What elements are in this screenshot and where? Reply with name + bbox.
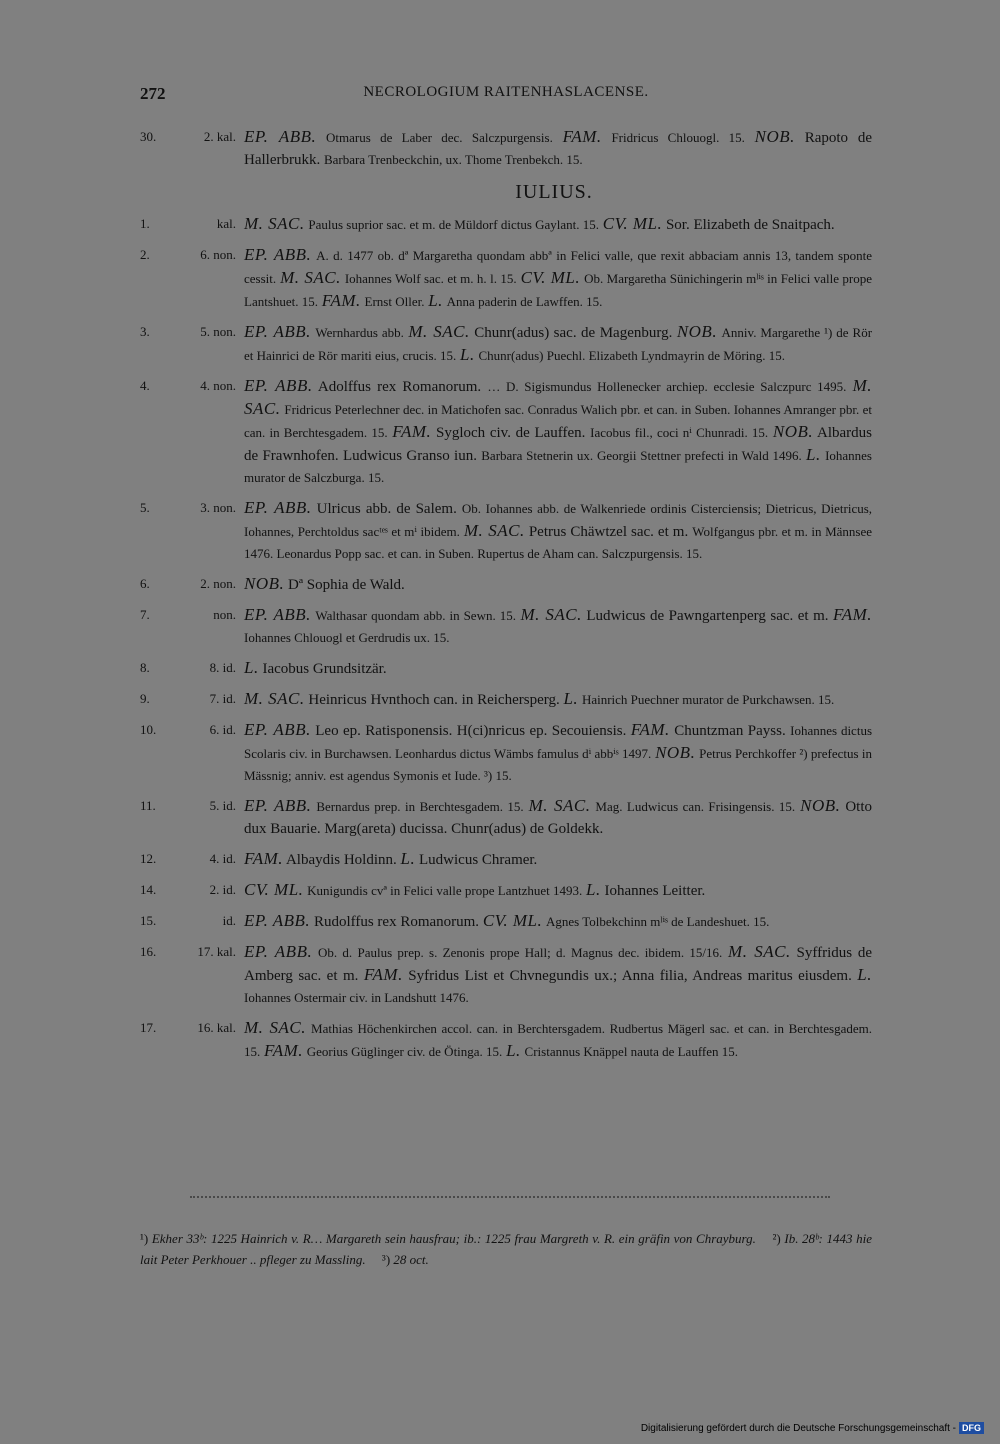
entry-detail: Fridricus Peterlechner dec. in Matichofen sac. Conradus Walich pbr. et can. in Suben. Iohannes Amranger pbr. et can. in Berchtesgadem. 15. <box>244 402 872 440</box>
entry-date: 7. id. <box>209 691 236 706</box>
entry-date: 3. non. <box>200 500 236 515</box>
category-label: M. SAC. <box>728 942 791 961</box>
entry-detail: Anniv. Margarethe ¹) de Rör et Hainrici de Rör mariti eius, crucis. 15. <box>244 325 873 363</box>
entry-date: 4. id. <box>209 851 236 866</box>
entry-detail: Fridricus Chlouogl. 15. <box>611 130 745 145</box>
entry-row <box>140 879 872 902</box>
category-label: FAM. <box>562 127 602 146</box>
entry-text <box>244 497 872 565</box>
category-label: M. SAC. <box>244 376 872 418</box>
entry-text <box>244 848 872 871</box>
category-label: FAM. <box>244 849 283 868</box>
entry-name: Sor. Elizabeth de Snaitpach. <box>665 217 835 233</box>
entry-row <box>140 719 872 787</box>
entry-date: 8. id. <box>209 660 236 675</box>
entry-row <box>140 321 872 367</box>
category-label: EP. ABB. <box>244 911 311 930</box>
entry-date: 2. kal. <box>203 129 236 144</box>
category-label: L. <box>857 965 873 984</box>
entry-date: 17. kal. <box>197 944 236 959</box>
entry-name: Iohannes Leitter. <box>604 883 706 899</box>
entry-name: Ulricus abb. de Salem. <box>316 501 457 517</box>
entry-day: 7. <box>140 607 150 622</box>
entry-day: 8. <box>140 660 150 675</box>
entry-row <box>140 497 872 565</box>
entry-name: Heinricus Hvnthoch can. in Reichersperg. <box>308 692 560 708</box>
entry-row <box>140 126 872 171</box>
entry-detail: Wolfgangus pbr. et m. in Männsee 1476. Leonardus Popp sac. et can. in Suben. Rupertus de Aham can. Salczpurgensis. 15. <box>244 524 873 561</box>
entry-detail: Iohannes Wolf sac. et m. h. l. 15. <box>344 271 517 286</box>
category-label: EP. ABB. <box>244 245 312 264</box>
category-label: CV. ML. <box>602 214 663 233</box>
entry-date: 4. non. <box>200 378 236 393</box>
entry-date: 5. id. <box>209 798 236 813</box>
entry-day: 3. <box>140 324 150 339</box>
category-label: EP. ABB. <box>244 498 312 517</box>
category-label: EP. ABB. <box>244 605 311 624</box>
entry-date: 6. non. <box>200 247 236 262</box>
entry-day: 16. <box>140 944 157 959</box>
entry-date: 2. id. <box>209 882 236 897</box>
entry-row <box>140 657 872 680</box>
entry-detail: Bernardus prep. in Berchtesgadem. 15. <box>316 799 524 814</box>
category-label: M. SAC. <box>528 796 591 815</box>
entry-detail: Otmarus de Laber dec. Salczpurgensis. <box>326 130 553 145</box>
category-label: L. <box>428 291 443 310</box>
category-label: L. <box>244 658 259 677</box>
category-label: EP. ABB. <box>244 796 312 815</box>
entry-row <box>140 688 872 711</box>
dfg-logo: DFG <box>959 1422 984 1434</box>
entry-detail: Mathias Höchenkirchen accol. can. in Berchtersgadem. Rudbertus Mägerl sac. et can. in Berchtesgadem. 15. <box>244 1021 873 1059</box>
entry-name: Dª Sophia de Wald. <box>288 577 405 593</box>
category-label: CV. ML. <box>244 880 304 899</box>
entry-detail: Agnes Tolbekchinn mˡⁱˢ de Landeshuet. 15. <box>545 914 770 929</box>
entry-text <box>244 657 872 680</box>
category-label: CV. ML. <box>482 911 543 930</box>
entry-detail: Iohannes Ostermair civ. in Landshutt 1476. <box>244 990 469 1005</box>
entry-detail: Barbara Trenbeckchin, ux. Thome Trenbekch. 15. <box>323 152 583 167</box>
category-label: M. SAC. <box>280 268 341 287</box>
footnote-separator <box>190 1196 830 1198</box>
entry-detail: Wernhardus abb. <box>315 325 404 340</box>
entry-detail: A. d. 1477 ob. dª Margaretha quondam abbª in Felici valle, que rexit abbaciam annis 13, tandem sponte cessit. <box>244 248 872 286</box>
entry-detail: Ob. Margaretha Sünichingerin mˡⁱˢ in Felici valle prope Lantshuet. 15. <box>244 271 873 309</box>
entry-day: 11. <box>140 798 156 813</box>
entry-row <box>140 1017 872 1063</box>
footnote-mark: ²) <box>772 1231 785 1246</box>
category-label: NOB. <box>676 322 718 341</box>
category-label: EP. ABB. <box>244 720 311 739</box>
entry-day: 5. <box>140 500 150 515</box>
footnote-text: Ekher 33ᵇ: 1225 Hainrich v. R… Margareth sein hausfrau; ib.: 1225 frau Margreth v. R. ein gräfin von Chrayburg. <box>151 1231 756 1246</box>
entry-name: Adolffus rex Romanorum. <box>317 379 482 395</box>
entry-detail: Anna paderin de Lawffen. 15. <box>446 294 603 309</box>
category-label: CV. ML. <box>520 268 581 287</box>
category-label: M. SAC. <box>244 689 305 708</box>
entry-row <box>140 795 872 840</box>
entry-name: Petrus Chäwtzel sac. et m. <box>528 524 689 540</box>
category-label: L. <box>586 880 601 899</box>
entry-day: 30. <box>140 129 157 144</box>
entry-text <box>244 879 872 902</box>
entry-text <box>244 244 872 313</box>
entry-day: 1. <box>140 216 150 231</box>
entry-day: 15. <box>140 913 157 928</box>
entry-name: Rudolffus rex Romanorum. <box>313 914 480 930</box>
entry-name: Leo ep. Ratisponensis. H(ci)nricus ep. Secouiensis. <box>315 723 627 739</box>
entry-day: 4. <box>140 378 150 393</box>
entry-detail: Ob. Iohannes abb. de Walkenriede ordinis Cisterciensis; Dietricus, Dietricus, Iohannes, Perchtoldus sacᵗᵉˢ et mⁱ ibidem. <box>244 501 873 539</box>
entry-name: Ludwicus de Pawngartenperg sac. et m. <box>586 608 829 624</box>
entry-text <box>244 688 872 711</box>
entry-detail: Iohannes dictus Scolaris civ. in Burchawsen. Leonhardus dictus Wämbs famulus dⁱ abbⁱˢ 1497. <box>244 723 872 761</box>
entry-name: Chunr(adus) sac. de Magenburg. <box>474 325 673 341</box>
entry-text <box>244 375 872 489</box>
category-label: NOB. <box>244 574 285 593</box>
category-label: L. <box>460 345 475 364</box>
entry-row <box>140 375 872 489</box>
entry-detail: Barbara Stetnerin ux. Georgii Stettner prefecti in Wald 1496. <box>481 448 802 463</box>
entry-text <box>244 795 872 840</box>
category-label: EP. ABB. <box>244 942 313 961</box>
footnote-text: Ib. 28ᵇ: 1443 hie lait Peter Perkhouer .. pfleger zu Massling. <box>140 1231 872 1267</box>
category-label: M. SAC. <box>244 1018 306 1037</box>
entry-text <box>244 573 872 596</box>
category-label: FAM. <box>321 291 361 310</box>
entry-detail: Petrus Perchkoffer ²) prefectus in Mässnig; anniv. est agendus Symonis et Iude. ³) 15. <box>244 746 873 783</box>
attribution-text: Digitalisierung gefördert durch die Deutsche Forschungsgemeinschaft - <box>640 1422 956 1434</box>
attribution-line <box>641 1422 984 1434</box>
entry-day: 9. <box>140 691 150 706</box>
category-label: L. <box>400 849 416 868</box>
category-label: FAM. <box>363 965 403 984</box>
entry-row <box>140 213 872 236</box>
entry-detail: Walthasar quondam abb. in Sewn. 15. <box>315 608 516 623</box>
category-label: NOB. <box>800 796 841 815</box>
footnotes <box>140 1228 872 1270</box>
entry-day: 10. <box>140 722 157 737</box>
entry-text <box>244 604 872 649</box>
entry-name: Syffridus de Amberg sac. et m. <box>244 945 873 984</box>
category-label: FAM. <box>392 422 432 441</box>
entry-text <box>244 1017 872 1063</box>
category-label: NOB. <box>772 422 814 441</box>
category-label: L. <box>806 445 821 464</box>
entry-date: 5. non. <box>200 324 236 339</box>
entry-name: Sygloch civ. de Lauffen. <box>435 425 586 441</box>
entry-text <box>244 719 872 787</box>
entry-detail: Hainrich Puechner murator de Purkchawsen. 15. <box>581 692 835 707</box>
page-title: NECROLOGIUM RAITENHASLACENSE. <box>363 84 649 100</box>
entry-text <box>244 213 872 236</box>
entry-date: non. <box>213 607 236 622</box>
entry-name: Albardus de Frawnhofen. Ludwicus Granso iun. <box>244 425 872 464</box>
page-number: 272 <box>140 84 166 103</box>
entry-detail: Chunr(adus) Puechl. Elizabeth Lyndmayrin de Möring. 15. <box>478 348 786 363</box>
entry-detail: Iohannes Chlouogl et Gerdrudis ux. 15. <box>244 630 450 645</box>
entry-row <box>140 244 872 313</box>
entry-name: Otto dux Bauarie. Marg(areta) ducissa. Chunr(adus) de Goldekk. <box>244 799 873 837</box>
category-label: NOB. <box>655 743 696 762</box>
entry-row <box>140 573 872 596</box>
entry-name: Rapoto de Hallerbrukk. <box>244 130 873 168</box>
category-label: EP. ABB. <box>244 127 317 146</box>
entry-row <box>140 910 872 933</box>
entry-text <box>244 126 872 171</box>
entry-day: 14. <box>140 882 157 897</box>
category-label: NOB. <box>754 127 795 146</box>
entry-detail: Georius Güglinger civ. de Ötinga. 15. <box>306 1044 503 1059</box>
necrology-entries <box>140 126 872 1063</box>
entry-detail: Iohannes murator de Salczburga. 15. <box>244 448 872 485</box>
entry-detail: Cristannus Knäppel nauta de Lauffen 15. <box>524 1044 739 1059</box>
entry-day: 6. <box>140 576 150 591</box>
category-label: M. SAC. <box>463 521 525 540</box>
entry-row <box>140 604 872 649</box>
entry-name: Chuntzman Payss. <box>674 723 786 739</box>
entry-date: 2. non. <box>200 576 236 591</box>
footnote-mark: ¹) <box>140 1231 152 1246</box>
entry-day: 17. <box>140 1020 157 1035</box>
entry-detail: … D. Sigismundus Hollenecker archiep. ecclesie Salczpurc 1495. <box>487 379 847 394</box>
category-label: M. SAC. <box>408 322 470 341</box>
entry-date: id. <box>222 913 236 928</box>
category-label: M. SAC. <box>244 214 305 233</box>
category-label: FAM. <box>630 720 670 739</box>
entry-text <box>244 321 872 367</box>
month-heading: IULIUS. <box>515 181 593 203</box>
entry-detail: Iacobus fil., coci nⁱ Chunradi. 15. <box>590 425 769 440</box>
entry-name: Iacobus Grundsitzär. <box>262 661 387 677</box>
entry-text <box>244 941 872 1009</box>
entry-date: 16. kal. <box>197 1020 236 1035</box>
entry-detail: Ob. d. Paulus prep. s. Zenonis prope Hall; d. Magnus dec. ibidem. 15/16. <box>318 945 723 960</box>
entry-day: 12. <box>140 851 157 866</box>
footnote-mark: ³) <box>381 1252 394 1267</box>
entry-row <box>140 848 872 871</box>
entry-name: Ludwicus Chramer. <box>419 852 538 868</box>
category-label: EP. ABB. <box>244 322 311 341</box>
entry-date: kal. <box>216 216 236 231</box>
entry-name: Albaydis Holdinn. <box>285 852 397 868</box>
entry-detail: Ernst Oller. <box>364 294 425 309</box>
category-label: FAM. <box>833 605 872 624</box>
page-header <box>140 84 872 108</box>
entry-detail: Paulus suprior sac. et m. de Müldorf dictus Gaylant. 15. <box>308 217 600 232</box>
footnote-text: 28 oct. <box>393 1252 429 1267</box>
category-label: FAM. <box>264 1041 303 1060</box>
category-label: EP. ABB. <box>244 376 313 395</box>
category-label: L. <box>563 689 579 708</box>
entry-text <box>244 910 872 933</box>
entry-date: 6. id. <box>209 722 236 737</box>
entry-name: Syfridus List et Chvnegundis ux.; Anna filia, Andreas maritus eiusdem. <box>408 968 852 984</box>
category-label: M. SAC. <box>520 605 582 624</box>
entry-detail: Kunigundis cvª in Felici valle prope Lantzhuet 1493. <box>307 883 583 898</box>
category-label: L. <box>506 1041 521 1060</box>
entry-day: 2. <box>140 247 150 262</box>
entry-row <box>140 941 872 1009</box>
entry-detail: Mag. Ludwicus can. Frisingensis. 15. <box>595 799 796 814</box>
